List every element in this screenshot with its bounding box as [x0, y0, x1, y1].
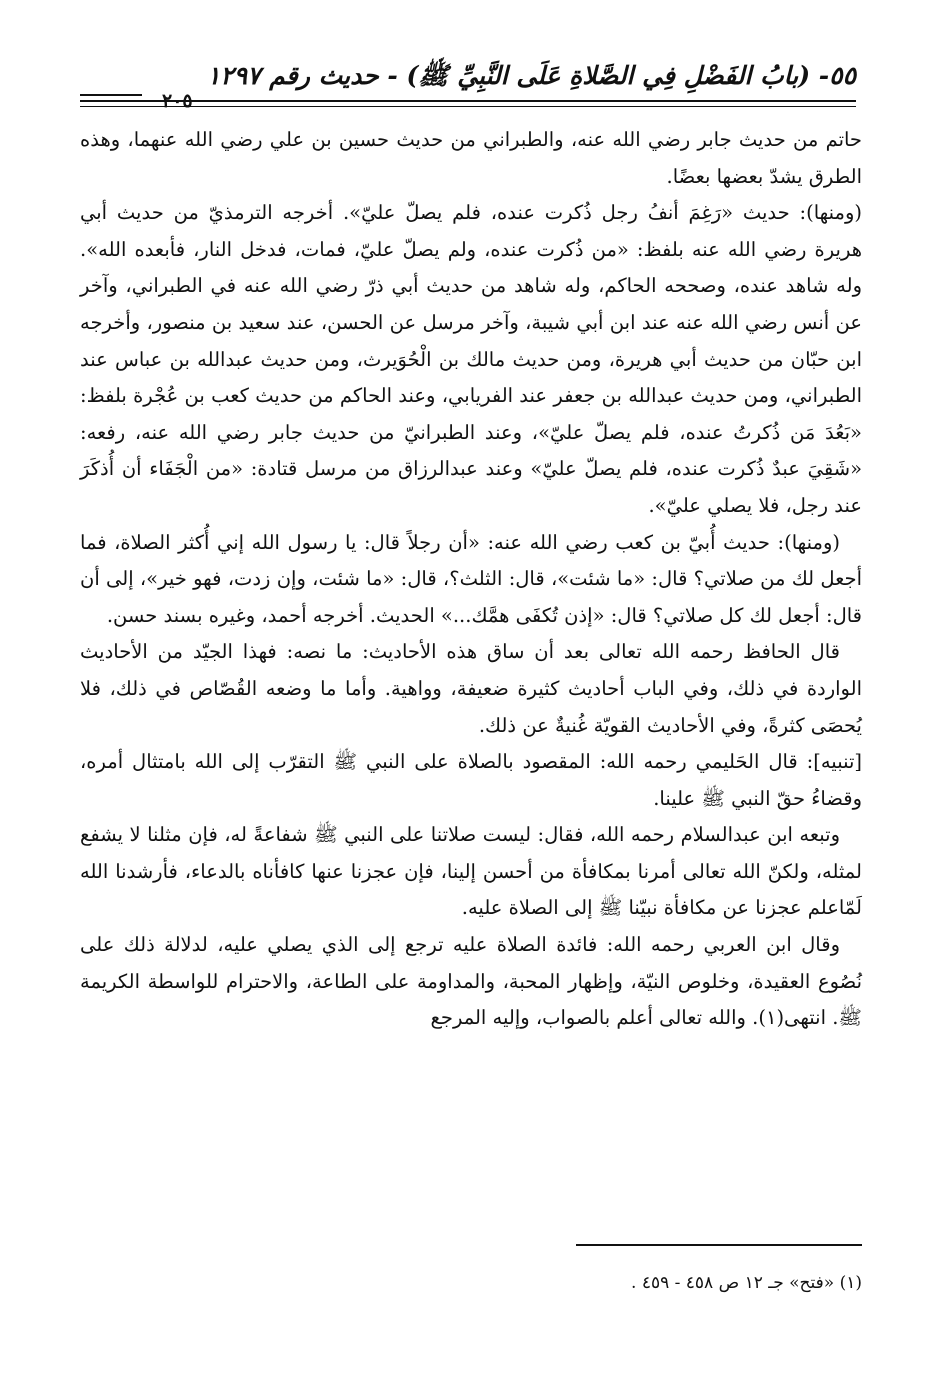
page-number: ٢٠٥ — [162, 90, 193, 112]
paragraph-4: قال الحافظ رحمه الله تعالى بعد أن ساق هذه الأحاديث: ما نصه: فهذا الجيّد من الأحاديث الواردة في ذلك، وفي الباب أحاديث كثيرة ضعيفة، وواهية. وأما ما وضعه القُصّاص في ذلك، فلا يُحصَى كثرةً، وفي الأحاديث القويّة غُنيةٌ عن ذلك. — [80, 640, 862, 737]
paragraph-6: وتبعه ابن عبدالسلام رحمه الله، فقال: ليست صلاتنا على النبي ﷺ شفاعةً له، فإن مثلنا لا يشفع لمثله، ولكنّ الله تعالى أمرنا بمكافأة من أحسن إلينا، فإن عجزنا عنها كافأناه بالدعاء، فأرشدنا الله لَمّاعلم عجزنا عن مكافأة نبيّنا ﷺ إلى الصلاة عليه. — [80, 823, 862, 920]
header-rule — [80, 100, 856, 107]
page-header — [80, 58, 856, 112]
footnote-rule — [576, 1244, 862, 1246]
paragraph-1: حاتم من حديث جابر رضي الله عنه، والطبراني من حديث حسين بن علي رضي الله عنهما، وهذه الطرق يشدّ بعضها بعضًا. — [80, 128, 862, 188]
running-title: ٥٥- (بابُ الفَضْلِ فِي الصَّلاةِ عَلَى النَّبِيِّ ﷺ) - حديث رقم ١٢٩٧ — [206, 61, 856, 90]
paragraph-5: [تنبيه]: قال الحَليمي رحمه الله: المقصود بالصلاة على النبي ﷺ التقرّب إلى الله بامتثال أمره، وقضاءُ حقّ النبي ﷺ علينا. — [80, 750, 862, 810]
paragraph-3: (ومنها): حديث أُبيّ بن كعب رضي الله عنه: «أن رجلاً قال: يا رسول الله إني أُكثر الصلاة، فما أجعل لك من صلاتي؟ قال: «ما شئت»، قال: الثلث؟، قال: «ما شئت، وإن زدت، فهو خير»، إلى أن قال: أجعل لك كل صلاتي؟ قال: «إذن تُكفَى همَّك...» الحديث. أخرجه أحمد، وغيره بسند حسن. — [80, 530, 862, 627]
body-text — [80, 122, 862, 1037]
paragraph-7: وقال ابن العربي رحمه الله: فائدة الصلاة عليه ترجع إلى الذي يصلي عليه، لدلالة ذلك على نُصُوع العقيدة، وخلوص النيّة، وإظهار المحبة، والمداومة على الطاعة، والاحترام للواسطة الكريمة ﷺ. انتهى(١). والله تعالى أعلم بالصواب، وإليه المرجع — [80, 933, 862, 1030]
paragraph-2: (ومنها): حديث «رَغِمَ أنفُ رجل ذُكرت عنده، فلم يصلّ عليّ». أخرجه الترمذيّ من حديث أبي هريرة رضي الله عنه بلفظ: «من ذُكرت عنده، ولم يصلّ عليّ، فمات، فدخل النار، فأبعده الله». وله شاهد عنده، وصححه الحاكم، وله شاهد من حديث أبي ذرّ رضي الله عنه في الطبراني، وآخر عن أنس رضي الله عنه عند ابن أبي شيبة، وآخر مرسل عن الحسن، عند سعيد بن منصور، وأخرجه ابن حبّان من حديث أبي هريرة، ومن حديث مالك بن الْحُوَيرث، ومن حديث عبدالله بن عباس عند الطبراني، ومن حديث عبدالله بن جعفر عند الفريابي، وعند الحاكم من حديث كعب بن عُجْرة بلفظ: «بَعُدَ مَن ذُكرتُ عنده، فلم يصلّ عليّ»، وعند الطبرانيّ من حديث جابر رضي الله عنه، رفعه: «شَقِيَ عبدٌ ذُكرت عنده، فلم يصلّ عليّ» وعند عبدالرزاق من مرسل قتادة: «من الْجَفَاء أن أُذكَرَ عند رجل، فلا يصلي عليّ». — [80, 201, 862, 517]
footnote: (١) «فتح» جـ ١٢ ص ٤٥٨ - ٤٥٩ . — [631, 1273, 862, 1293]
